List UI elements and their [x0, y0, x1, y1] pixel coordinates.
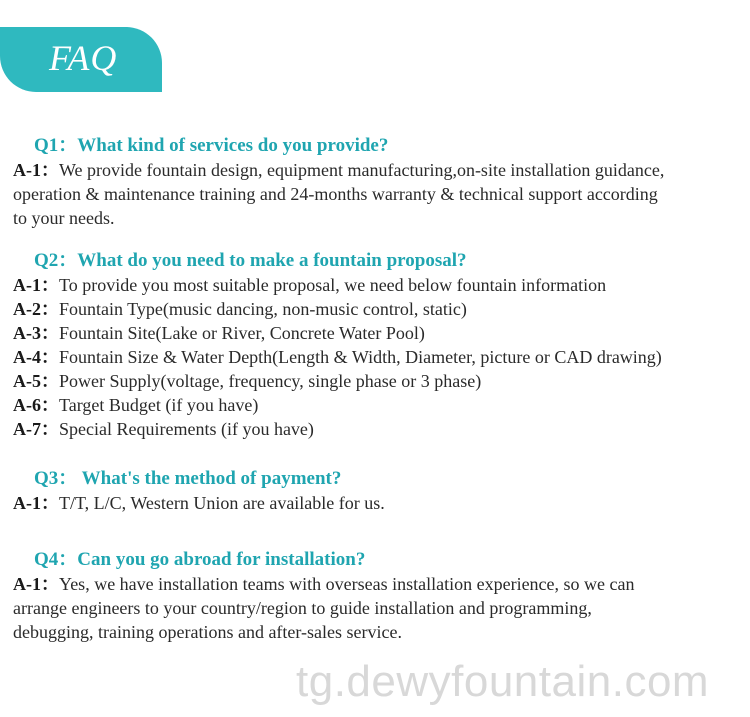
question-1: Q1：What kind of services do you provide? [34, 135, 389, 156]
question-4: Q4：Can you go abroad for installation? [34, 549, 366, 570]
answer-4-1-line-1: A-1：Yes, we have installation teams with overseas installation experience, so we can [13, 574, 635, 594]
answer-label: A-1： [13, 574, 59, 594]
answer-4-1-line-2: arrange engineers to your country/region to guide installation and programming, [13, 598, 592, 618]
answer-2-1: A-1：To provide you most suitable proposal, we need below fountain information [13, 275, 607, 295]
question-2: Q2：What do you need to make a fountain proposal? [34, 250, 467, 271]
answer-1-1-line-2: operation & maintenance training and 24-months warranty & technical support according [13, 184, 658, 204]
answer-label: A-1： [13, 493, 59, 513]
answer-2-5: A-5：Power Supply(voltage, frequency, single phase or 3 phase) [13, 371, 482, 391]
faq-banner [0, 27, 162, 92]
answer-3-1: A-1：T/T, L/C, Western Union are available for us. [13, 493, 385, 513]
answer-label: A-2： [13, 299, 59, 319]
answer-2-2: A-2：Fountain Type(music dancing, non-music control, static) [13, 299, 467, 319]
answer-4-1-line-3: debugging, training operations and after-sales service. [13, 622, 403, 642]
answer-2-6: A-6：Target Budget (if you have) [13, 395, 259, 415]
faq-title: FAQ [49, 38, 118, 78]
answer-label: A-1： [13, 160, 59, 180]
answer-label: A-4： [13, 347, 59, 367]
answer-label: A-1： [13, 275, 59, 295]
answer-2-7: A-7：Special Requirements (if you have) [13, 419, 314, 439]
answer-2-3: A-3：Fountain Site(Lake or River, Concrete Water Pool) [13, 323, 425, 343]
answer-label: A-5： [13, 371, 59, 391]
answer-label: A-6： [13, 395, 59, 415]
answer-1-1-line-1: A-1：We provide fountain design, equipment manufacturing,on-site installation guidance, [13, 160, 665, 180]
watermark: tg.dewyfountain.com [296, 657, 710, 706]
answer-label: A-3： [13, 323, 59, 343]
answer-2-4: A-4：Fountain Size & Water Depth(Length & Width, Diameter, picture or CAD drawing) [13, 347, 662, 367]
answer-label: A-7： [13, 419, 59, 439]
answer-1-1-line-3: to your needs. [13, 208, 115, 228]
question-3: Q3： What's the method of payment? [34, 468, 342, 489]
